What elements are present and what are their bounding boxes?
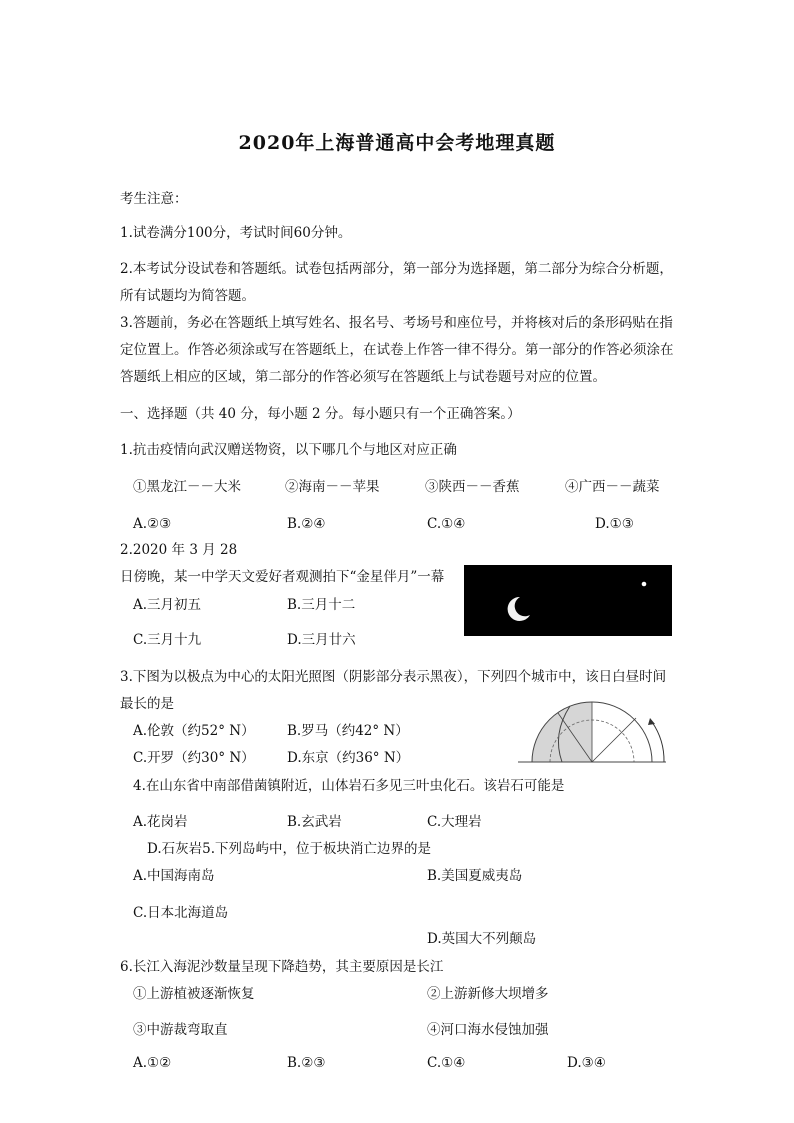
q6-option-c: C.①④ <box>427 1055 466 1071</box>
notice-item-2-line-2: 所有试题均为简答题。 <box>120 288 255 304</box>
q2-option-d: D.三月廿六 <box>287 632 356 648</box>
notice-item-1: 1.试卷满分100分，考试时间60分钟。 <box>120 225 352 241</box>
q6-statement-3: ③中游裁弯取直 <box>133 1022 228 1038</box>
notice-heading: 考生注意： <box>120 191 188 207</box>
notice-item-2-line-1: 2.本考试分设试卷和答题纸。试卷包括两部分，第一部分为选择题，第二部分为综合分析题， <box>120 261 673 277</box>
q5-option-d: D.英国大不列颠岛 <box>427 931 537 947</box>
q6-stem: 6.长江入海泥沙数量呈现下降趋势，其主要原因是长江 <box>120 959 444 975</box>
q1-stem: 1.抗击疫情向武汉赠送物资，以下哪几个与地区对应正确 <box>120 442 457 458</box>
q6-statement-2: ②上游新修大坝增多 <box>427 986 549 1002</box>
venus-moon-photo <box>464 565 672 636</box>
notice-item-3-line-2: 定位置上。作答必须涂或写在答题纸上，在试卷上作答一律不得分。第一部分的作答必须涂在 <box>120 342 674 358</box>
polar-illumination-diagram <box>512 694 672 768</box>
q3-stem-line-1: 3.下图为以极点为中心的太阳光照图（阴影部分表示黑夜），下列四个城市中，该日白昼时间 <box>120 669 667 685</box>
notice-item-3-line-1: 3.答题前，务必在答题纸上填写姓名、报名号、考场号和座位号，并将核对后的条形码贴在指 <box>120 315 673 331</box>
q2-stem-line-2: 日傍晚，某一中学天文爱好者观测拍下“金星伴月”一幕 <box>120 569 445 585</box>
q6-option-d: D.③④ <box>567 1055 606 1071</box>
q1-statement-2: ②海南－－苹果 <box>285 479 380 495</box>
q6-option-a: A.①② <box>133 1055 172 1071</box>
q5-option-a: A.中国海南岛 <box>133 868 215 884</box>
q6-option-b: B.②③ <box>287 1055 326 1071</box>
q4-option-b: B.玄武岩 <box>287 814 342 830</box>
q2-option-a: A.三月初五 <box>133 597 202 613</box>
section-heading: 一、选择题（共 40 分，每小题 2 分。每小题只有一个正确答案。） <box>120 406 521 422</box>
q6-statement-4: ④河口海水侵蚀加强 <box>427 1022 549 1038</box>
q3-option-a: A.伦敦（约52° N） <box>133 723 255 739</box>
q2-stem-line-1: 2.2020 年 3 月 28 <box>120 542 238 558</box>
q5-option-b: B.美国夏威夷岛 <box>427 868 523 884</box>
q1-statement-3: ③陕西－－香蕉 <box>425 479 520 495</box>
page-title: 2020年上海普通高中会考地理真题 <box>238 132 556 154</box>
q2-option-c: C.三月十九 <box>133 632 202 648</box>
q1-option-b: B.②④ <box>287 516 326 532</box>
crescent-moon-icon <box>508 597 530 621</box>
q1-statement-4: ④广西－－蔬菜 <box>565 479 660 495</box>
venus-icon <box>642 582 647 587</box>
q1-option-d: D.①③ <box>595 516 634 532</box>
q3-stem-line-2: 最长的是 <box>120 696 174 712</box>
q5-option-c: C.日本北海道岛 <box>133 905 229 921</box>
rotation-arrow-icon <box>648 718 655 725</box>
q1-statement-1: ①黑龙江－－大米 <box>133 479 241 495</box>
q4-option-c: C.大理岩 <box>427 814 482 830</box>
q2-option-b: B.三月十二 <box>287 597 356 613</box>
q4-option-d-and-q5-stem: D.石灰岩5.下列岛屿中，位于板块消亡边界的是 <box>147 841 432 857</box>
q6-statement-1: ①上游植被逐渐恢复 <box>133 986 255 1002</box>
q3-option-c: C.开罗（约30° N） <box>133 750 255 766</box>
notice-item-3-line-3: 答题纸上相应的区域，第二部分的作答必须写在答题纸上与试卷题号对应的位置。 <box>120 369 606 385</box>
q1-option-c: C.①④ <box>427 516 466 532</box>
q3-option-d: D.东京（约36° N） <box>287 750 410 766</box>
q4-stem: 4.在山东省中南部借菌镇附近，山体岩石多见三叶虫化石。该岩石可能是 <box>133 778 565 794</box>
q3-option-b: B.罗马（约42° N） <box>287 723 409 739</box>
q1-option-a: A.②③ <box>133 516 172 532</box>
q4-option-a: A.花岗岩 <box>133 814 188 830</box>
